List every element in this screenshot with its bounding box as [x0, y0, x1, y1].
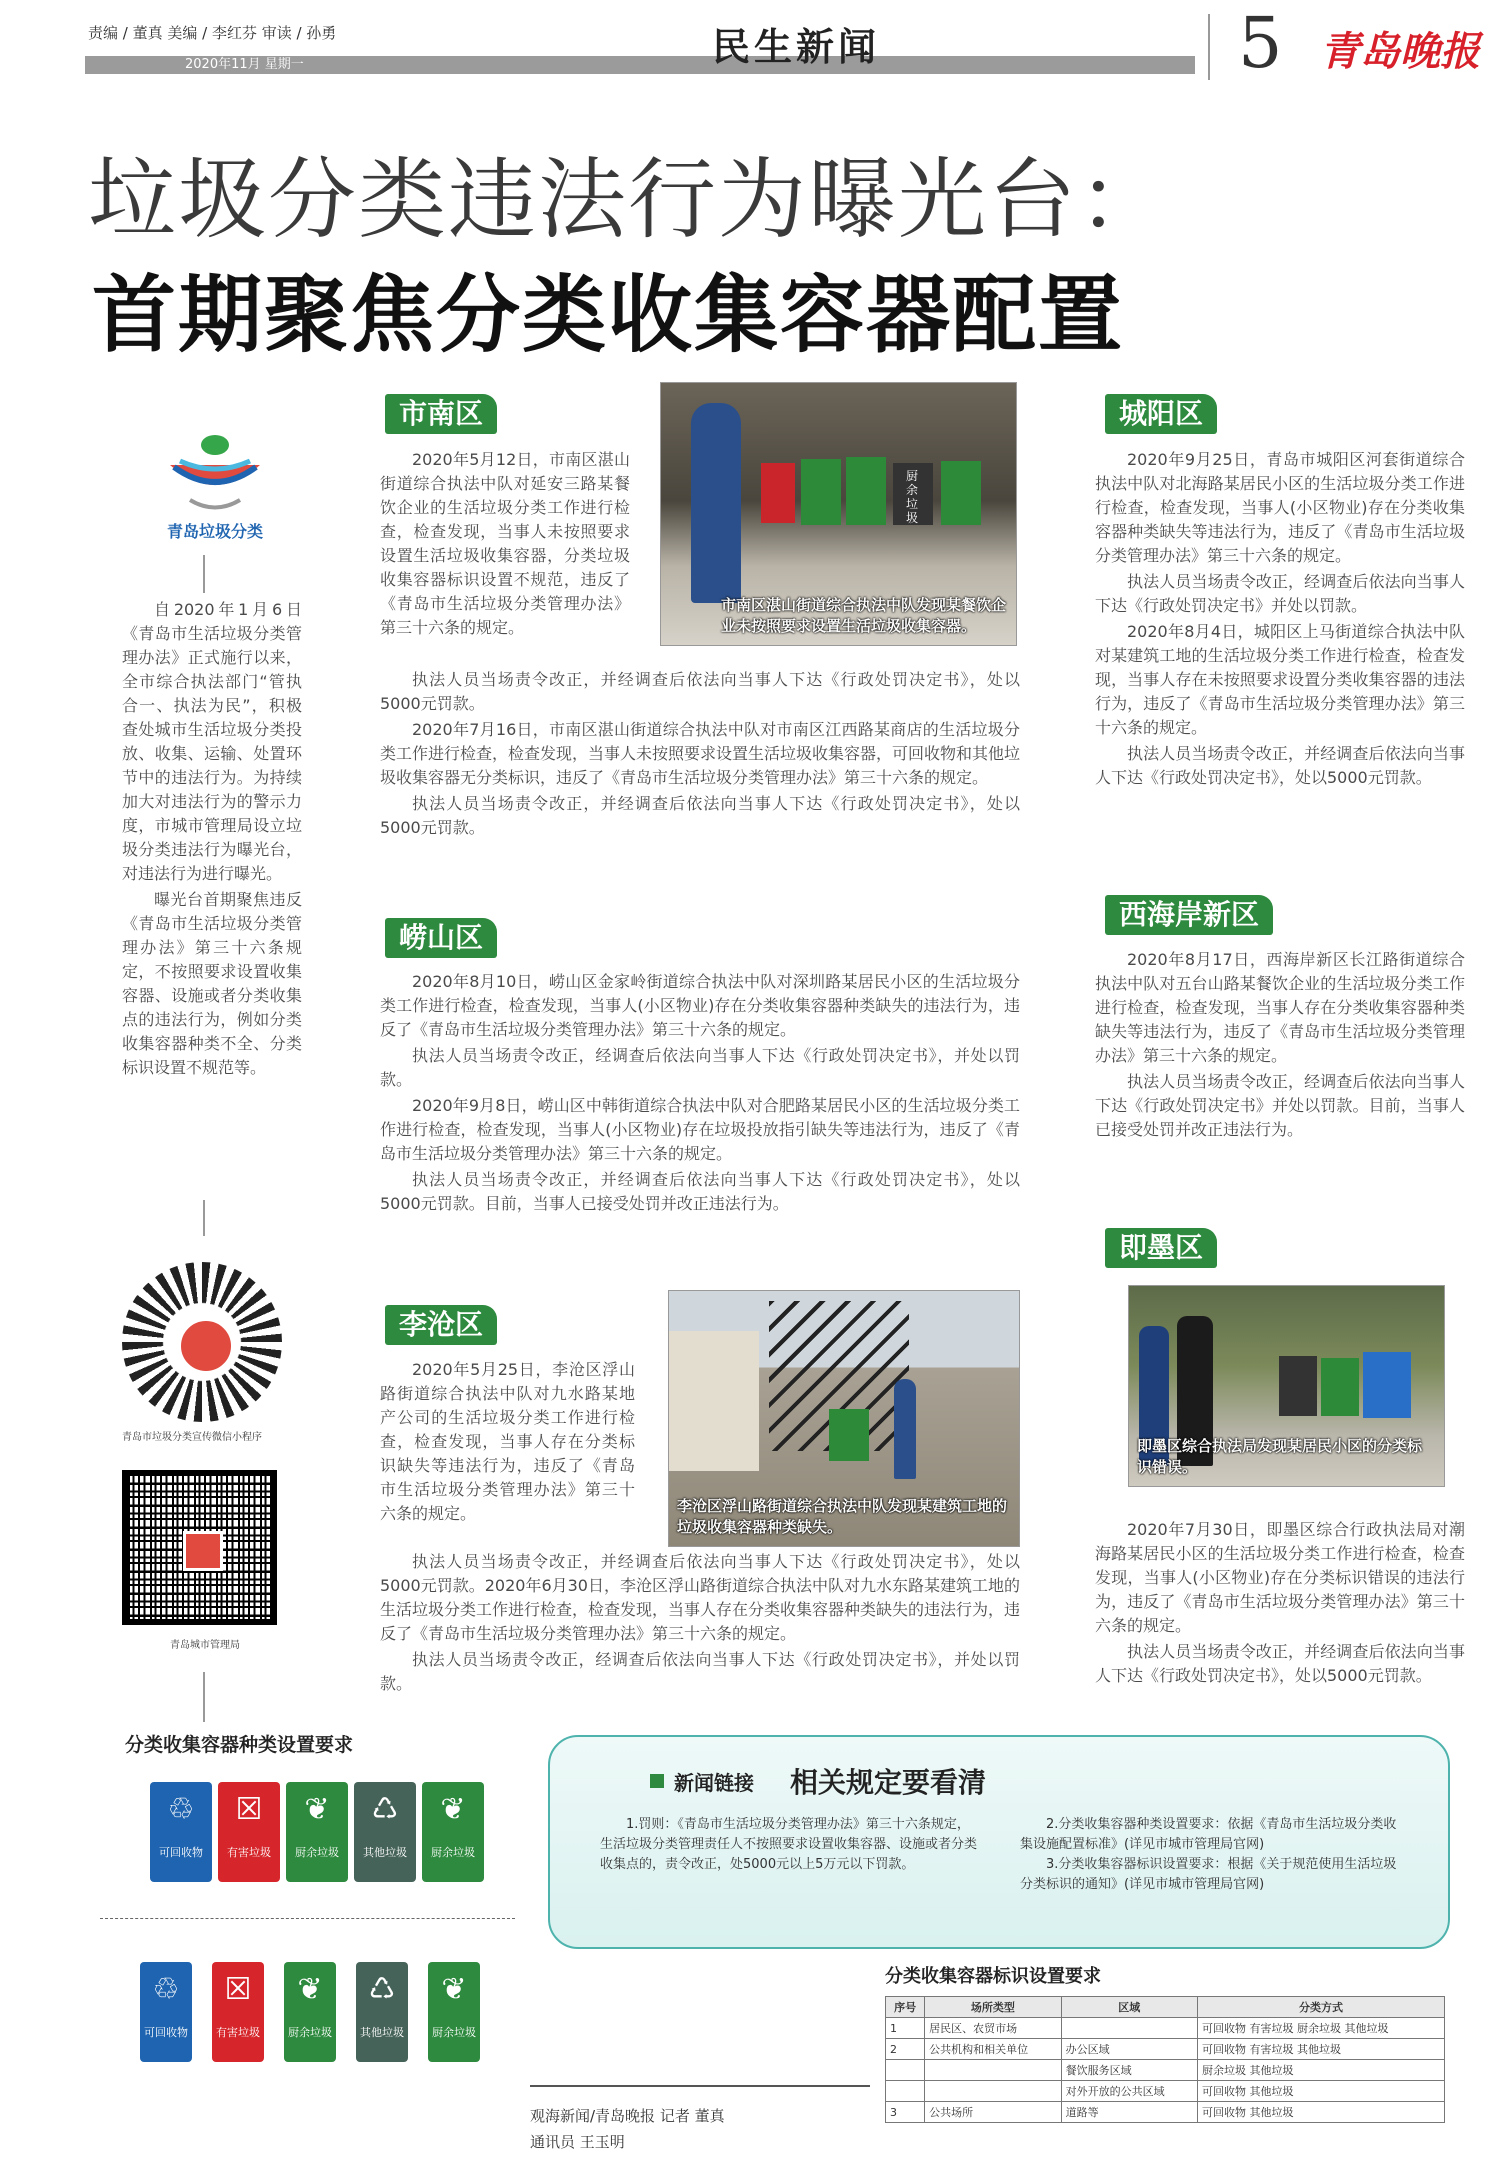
qr-label: 青岛城市管理局 [170, 1640, 240, 1651]
table-header-row [886, 1997, 1445, 2018]
news-link-title: 相关规定要看清 [790, 1766, 987, 1799]
article-paragraph: 2020年8月17日，西海岸新区长江路街道综合执法中队对五台山路某餐饮企业的生活垃圾分类工作进行检查，检查发现，当事人存在分类收集容器种类缺失等违法行为，违反了《青岛市生活垃圾分类管理办法》第三十六条的规定。 [1095, 950, 1465, 1065]
qr-code [122, 1470, 277, 1625]
miniprogram-code [122, 1262, 282, 1422]
hazard-icon: ☒ [224, 1972, 252, 2007]
other-waste-icon: ♺ [371, 1792, 399, 1827]
table-row [886, 2018, 1445, 2039]
bin-kitchen [422, 1782, 484, 1882]
trash-bin-dark [1279, 1356, 1317, 1416]
bins-row-bottom [140, 1962, 480, 2062]
trash-bin-red [761, 463, 795, 523]
trash-bin-blue [1363, 1352, 1411, 1418]
bin-recyclable [150, 1782, 212, 1882]
table-cell: 可回收物 其他垃圾 [1198, 2081, 1445, 2102]
bins-divider [100, 1918, 515, 1919]
photo-caption: 即墨区综合执法局发现某居民小区的分类标识错误。 [1137, 1437, 1423, 1476]
table-cell [886, 2081, 925, 2102]
requirements-table [885, 1996, 1445, 2123]
article-paragraph: 2020年7月30日，即墨区综合行政执法局对潮海路某居民小区的生活垃圾分类工作进行检查，检查发现，当事人(小区物业)存在分类标识错误的违法行为，违反了《青岛市生活垃圾分类管理办法》第三十六条的规定。 [1095, 1520, 1465, 1635]
article-paragraph: 执法人员当场责令改正，并经调查后依法向当事人下达《行政处罚决定书》，处以5000元罚款。 [1095, 744, 1465, 787]
miniprogram-label: 青岛市垃圾分类宣传微信小程序 [122, 1432, 262, 1443]
requirements-table-title: 分类收集容器标识设置要求 [885, 1966, 1101, 1987]
bins-section-title: 分类收集容器种类设置要求 [125, 1734, 354, 1756]
photo-shinan [660, 382, 1017, 646]
news-link-items [600, 1815, 1400, 1895]
bin-label: 其他垃圾 [363, 1846, 407, 1859]
article-chengyang [1095, 448, 1465, 790]
table-header: 区域 [1061, 1997, 1197, 2018]
table-header: 序号 [886, 1997, 925, 2018]
photo-caption: 李沧区浮山路街道综合执法中队发现某建筑工地的垃圾收集容器种类缺失。 [677, 1497, 1008, 1536]
miniprogram-center-icon [177, 1317, 235, 1375]
article-shinan-top [380, 448, 630, 640]
byline-correspondent: 通讯员 王玉明 [530, 2133, 625, 2151]
article-paragraph: 2020年8月4日，城阳区上马街道综合执法中队对某建筑工地的生活垃圾分类工作进行检查，检查发现，当事人存在未按照要求设置分类收集容器的违法行为，违反了《青岛市生活垃圾分类管理办法》第三十六条的规定。 [1095, 622, 1465, 737]
editor-credits: 责编 / 董真 美编 / 李红芬 审读 / 孙勇 [88, 24, 337, 42]
garbage-sorting-logo-icon [150, 405, 280, 515]
table-cell: 公共机构和相关单位 [925, 2039, 1061, 2060]
bin-kitchen [284, 1962, 336, 2062]
article-jimo [1095, 1518, 1465, 1688]
district-label-jimo: 即墨区 [1105, 1228, 1217, 1268]
article-licang-top [380, 1358, 635, 1526]
bin-other [354, 1782, 416, 1882]
bin-hazardous [218, 1782, 280, 1882]
table-cell: 可回收物 其他垃圾 [1198, 2102, 1445, 2123]
sidebar-intro-paragraph: 自2020年1月6日《青岛市生活垃圾分类管理办法》正式施行以来，全市综合执法部门“管执合一、执法为民”，积极查处城市生活垃圾分类投放、收集、运输、处置环节中的违法行为。为持续加大对违法行为的警示力度，市城市管理局设立垃圾分类违法行为曝光台，对违法行为进行曝光。 [122, 600, 302, 883]
sidebar-connector-bottom [203, 1672, 205, 1722]
article-paragraph: 执法人员当场责令改正，并经调查后依法向当事人下达《行政处罚决定书》，处以5000元罚款。 [380, 670, 1020, 713]
table-cell: 道路等 [1061, 2102, 1197, 2123]
headline-line2: 首期聚焦分类收集容器配置 [92, 266, 1125, 364]
table-cell: 餐饮服务区域 [1061, 2060, 1197, 2081]
district-label-laoshan: 崂山区 [385, 918, 497, 958]
news-link-header [650, 1761, 986, 1801]
officer-figure [894, 1379, 916, 1479]
trash-bin-green [941, 461, 981, 525]
district-label-shinan: 市南区 [385, 394, 497, 434]
bin-label: 厨余垃圾 [906, 469, 919, 525]
article-paragraph: 2020年5月12日，市南区湛山街道综合执法中队对延安三路某餐饮企业的生活垃圾分类工作进行检查，检查发现，当事人未按照要求设置生活垃圾收集容器，分类垃圾收集容器标识设置不规范，违反了《青岛市生活垃圾分类管理办法》第三十六条的规定。 [380, 450, 630, 637]
article-paragraph: 执法人员当场责令改正，经调查后依法向当事人下达《行政处罚决定书》并处以罚款。目前，当事人已接受处罚并改正违法行为。 [1095, 1072, 1465, 1139]
article-paragraph: 2020年9月25日，青岛市城阳区河套街道综合执法中队对北海路某居民小区的生活垃圾分类工作进行检查，检查发现，当事人(小区物业)存在分类收集容器种类缺失等违法行为，违反了《青岛市生活垃圾分类管理办法》第三十六条的规定。 [1095, 450, 1465, 565]
trash-bin-green [801, 459, 841, 525]
table-cell: 3 [886, 2102, 925, 2123]
recycle-icon: ♲ [152, 1972, 180, 2007]
table-cell [925, 2081, 1061, 2102]
sidebar-connector-top [203, 555, 205, 593]
article-paragraph: 执法人员当场责令改正，并经调查后依法向当事人下达《行政处罚决定书》，处以5000元罚款。2020年6月30日，李沧区浮山路街道综合执法中队对九水东路某建筑工地的生活垃圾分类工作进行检查，检查发现，当事人存在分类收集容器种类缺失的违法行为，违反了《青岛市生活垃圾分类管理办法》第三十六条的规定。 [380, 1552, 1021, 1643]
bin-label: 有害垃圾 [227, 1846, 271, 1859]
table-header: 分类方式 [1198, 1997, 1445, 2018]
article-paragraph: 2020年9月8日，崂山区中韩街道综合执法中队对合肥路某居民小区的生活垃圾分类工作进行检查，检查发现，当事人(小区物业)存在垃圾投放指引缺失等违法行为，违反了《青岛市生活垃圾分类管理办法》第三十六条的规定。 [380, 1096, 1020, 1163]
news-link-item: 1.罚则：《青岛市生活垃圾分类管理办法》第三十六条规定，生活垃圾分类管理责任人不按照要求设置收集容器、设施或者分类收集点的，责令改正，处5000元以上5万元以下罚款。 [600, 1817, 978, 1872]
article-shinan-bottom [380, 668, 1020, 840]
table-header: 场所类型 [925, 1997, 1061, 2018]
table-cell: 可回收物 有害垃圾 其他垃圾 [1198, 2039, 1445, 2060]
leaf-icon: ❦ [297, 1972, 323, 2007]
header-divider [1208, 14, 1210, 80]
section-title: 民生新闻 [712, 25, 881, 69]
news-link-box [548, 1735, 1450, 1949]
sidebar-logo [150, 405, 280, 545]
table-cell: 办公区域 [1061, 2039, 1197, 2060]
leaf-icon: ❦ [440, 1792, 466, 1827]
leaf-icon: ❦ [304, 1792, 330, 1827]
table-cell: 可回收物 有害垃圾 厨余垃圾 其他垃圾 [1198, 2018, 1445, 2039]
news-link-tag: 新闻链接 [674, 1770, 754, 1795]
date-bar: 2020年11月 星期一 [85, 56, 1195, 74]
bin-label: 其他垃圾 [360, 2026, 404, 2039]
sidebar-intro-paragraph: 曝光台首期聚焦违反《青岛市生活垃圾分类管理办法》第三十六条规定，不按照要求设置收集容器、设施或者分类收集点的违法行为，例如分类收集容器种类不全、分类标识设置不规范等。 [122, 890, 302, 1077]
bin-label: 厨余垃圾 [295, 1846, 339, 1859]
bins-row-top [150, 1782, 484, 1882]
article-paragraph: 2020年8月10日，崂山区金家岭街道综合执法中队对深圳路某居民小区的生活垃圾分类工作进行检查，检查发现，当事人(小区物业)存在分类收集容器种类缺失的违法行为，违反了《青岛市生活垃圾分类管理办法》第三十六条的规定。 [380, 972, 1020, 1039]
article-paragraph: 执法人员当场责令改正，经调查后依法向当事人下达《行政处罚决定书》，并处以罚款。 [380, 1046, 1020, 1089]
bin-label: 厨余垃圾 [288, 2026, 332, 2039]
bin-kitchen [428, 1962, 480, 2062]
table-row [886, 2060, 1445, 2081]
photo-caption: 市南区湛山街道综合执法中队发现某餐饮企业未按照要求设置生活垃圾收集容器。 [721, 596, 1007, 635]
green-square-icon [650, 1774, 664, 1788]
qr-logo-icon [183, 1531, 223, 1571]
trash-bin-green [846, 457, 886, 525]
hazard-icon: ☒ [235, 1792, 263, 1827]
district-label-licang: 李沧区 [385, 1305, 497, 1345]
bin-recyclable [140, 1962, 192, 2062]
sidebar-intro [122, 598, 302, 1082]
bin-other [356, 1962, 408, 2062]
table-cell [925, 2060, 1061, 2081]
trash-bin-green [829, 1409, 869, 1461]
page-number: 5 [1238, 2, 1283, 84]
wall-figure [669, 1331, 759, 1471]
bin-label: 厨余垃圾 [431, 1846, 475, 1859]
bin-hazardous [212, 1962, 264, 2062]
table-cell: 居民区、农贸市场 [925, 2018, 1061, 2039]
byline-reporter: 观海新闻/青岛晚报 记者 董真 [530, 2107, 725, 2125]
article-paragraph: 执法人员当场责令改正，并经调查后依法向当事人下达《行政处罚决定书》，处以5000元罚款。 [380, 794, 1020, 837]
headline-line1: 垃圾分类违法行为曝光台： [88, 148, 1169, 251]
article-paragraph: 2020年7月16日，市南区湛山街道综合执法中队对市南区江西路某商店的生活垃圾分类工作进行检查，检查发现，当事人未按照要求设置生活垃圾收集容器，可回收物和其他垃圾收集容器无分类标识，违反了《青岛市生活垃圾分类管理办法》第三十六条的规定。 [380, 720, 1021, 787]
table-cell [1061, 2018, 1197, 2039]
other-waste-icon: ♺ [368, 1972, 396, 2007]
article-paragraph: 执法人员当场责令改正，经调查后依法向当事人下达《行政处罚决定书》并处以罚款。 [1095, 572, 1465, 615]
article-paragraph: 执法人员当场责令改正，经调查后依法向当事人下达《行政处罚决定书》，并处以罚款。 [380, 1650, 1020, 1693]
table-row [886, 2039, 1445, 2060]
requirements-table-wrapper [885, 1996, 1445, 2123]
byline [530, 2085, 870, 2155]
bin-label: 可回收物 [159, 1846, 203, 1859]
article-licang-bottom [380, 1550, 1020, 1696]
photo-jimo [1128, 1285, 1445, 1487]
table-cell: 2 [886, 2039, 925, 2060]
article-paragraph: 执法人员当场责令改正，并经调查后依法向当事人下达《行政处罚决定书》，处以5000元罚款。目前，当事人已接受处罚并改正违法行为。 [380, 1170, 1020, 1213]
officer-figure [691, 403, 741, 603]
bin-label: 厨余垃圾 [432, 2026, 476, 2039]
table-row [886, 2081, 1445, 2102]
leaf-icon: ❦ [441, 1972, 467, 2007]
recycle-icon: ♲ [167, 1792, 195, 1827]
bin-kitchen [286, 1782, 348, 1882]
table-cell: 公共场所 [925, 2102, 1061, 2123]
article-laoshan [380, 970, 1020, 1216]
article-xihaian [1095, 948, 1465, 1142]
article-paragraph: 执法人员当场责令改正，并经调查后依法向当事人下达《行政处罚决定书》，处以5000元罚款。 [1095, 1642, 1465, 1685]
news-link-item: 2.分类收集容器种类设置要求：依据《青岛市生活垃圾分类收集设施配置标准》(详见市城市管理局官网) [1020, 1817, 1397, 1852]
sidebar-logo-text: 青岛垃圾分类 [166, 522, 263, 541]
trash-bin-dark [893, 463, 933, 525]
table-cell [886, 2060, 925, 2081]
news-link-item: 3.分类收集容器标识设置要求：根据《关于规范使用生活垃圾分类标识的通知》(详见市城市管理局官网) [1020, 1857, 1397, 1892]
masthead-logo: 青岛晚报 [1320, 28, 1480, 75]
photo-licang [668, 1290, 1020, 1547]
bin-label: 有害垃圾 [216, 2026, 260, 2039]
district-label-chengyang: 城阳区 [1105, 394, 1217, 434]
article-paragraph: 2020年5月25日，李沧区浮山路街道综合执法中队对九水路某地产公司的生活垃圾分类工作进行检查，检查发现，当事人存在分类标识缺失等违法行为，违反了《青岛市生活垃圾分类管理办法》第三十六条的规定。 [380, 1360, 635, 1523]
table-cell: 1 [886, 2018, 925, 2039]
bin-label: 可回收物 [144, 2026, 188, 2039]
table-cell: 对外开放的公共区域 [1061, 2081, 1197, 2102]
sidebar-connector-mid [203, 1200, 205, 1236]
trash-bin-green [1321, 1358, 1359, 1416]
district-label-xihaian: 西海岸新区 [1105, 895, 1273, 935]
table-row [886, 2102, 1445, 2123]
table-cell: 厨余垃圾 其他垃圾 [1198, 2060, 1445, 2081]
